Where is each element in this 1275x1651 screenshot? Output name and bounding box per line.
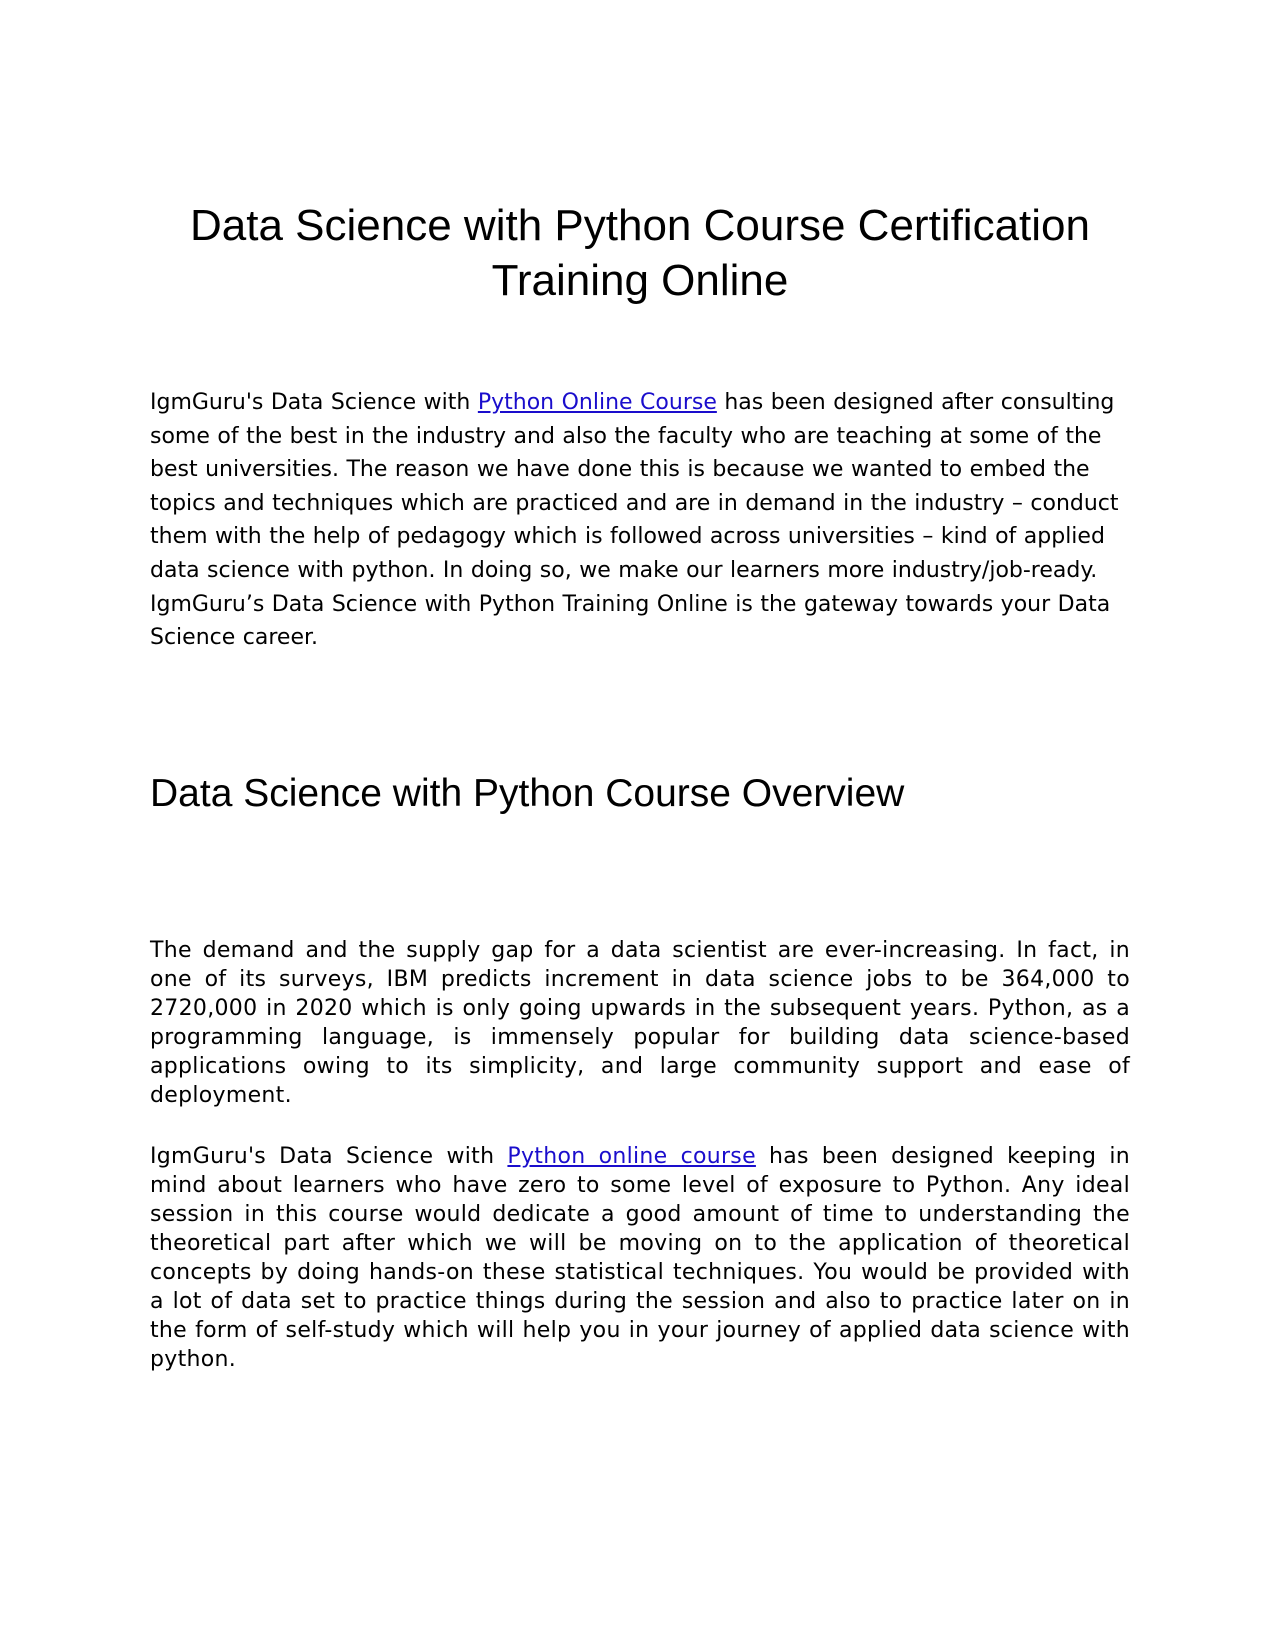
overview-text-after-link: has been designed keeping in mind about learners who have zero to some level of exposure to Python. Any ideal session in this course would dedicate a good amount of time to understanding the theoretical part after which we will be moving on to the application of theoretical concepts by doing hands-on these statistical techniques. You would be provided with a lot of data set to practice things during the session and also to practice later on in the form of self-study which will help you in your journey of applied data science with python. [150, 1144, 1130, 1372]
python-online-course-link[interactable]: Python Online Course [477, 390, 717, 415]
page-title: Data Science with Python Course Certification Training Online [190, 201, 1090, 305]
overview-text-before-link: IgmGuru's Data Science with [150, 1144, 508, 1169]
overview-paragraph-1: The demand and the supply gap for a data scientist are ever-increasing. In fact, in one of its surveys, IBM predicts increment in data science jobs to be 364,000 to 2720,000 in 2020 which is only going upwards in the subsequent years. Python, as a programming language, is immensely popular for building data science-based applications owing to its simplicity, and large community support and ease of deployment. [150, 938, 1130, 1108]
intro-paragraph [150, 386, 1130, 655]
overview-heading: Data Science with Python Course Overview [150, 772, 905, 815]
overview-paragraph-2 [150, 1142, 1130, 1374]
intro-text-before-link: IgmGuru's Data Science with [150, 390, 478, 415]
intro-text-after-link: has been designed after consulting some of the best in the industry and also the faculty who are teaching at some of the best universities. The reason we have done this is because we wanted to embed the topics and techniques which are practiced and are in demand in the industry – conduct them with the help of pedagogy which is followed across universities – kind of applied data science with python. In doing so, we make our learners more industry/job-ready. IgmGuru’s Data Science with Python Training Online is the gateway towards your Data Science career. [150, 390, 1119, 651]
python-online-course-link-2[interactable]: Python online course [507, 1144, 756, 1169]
